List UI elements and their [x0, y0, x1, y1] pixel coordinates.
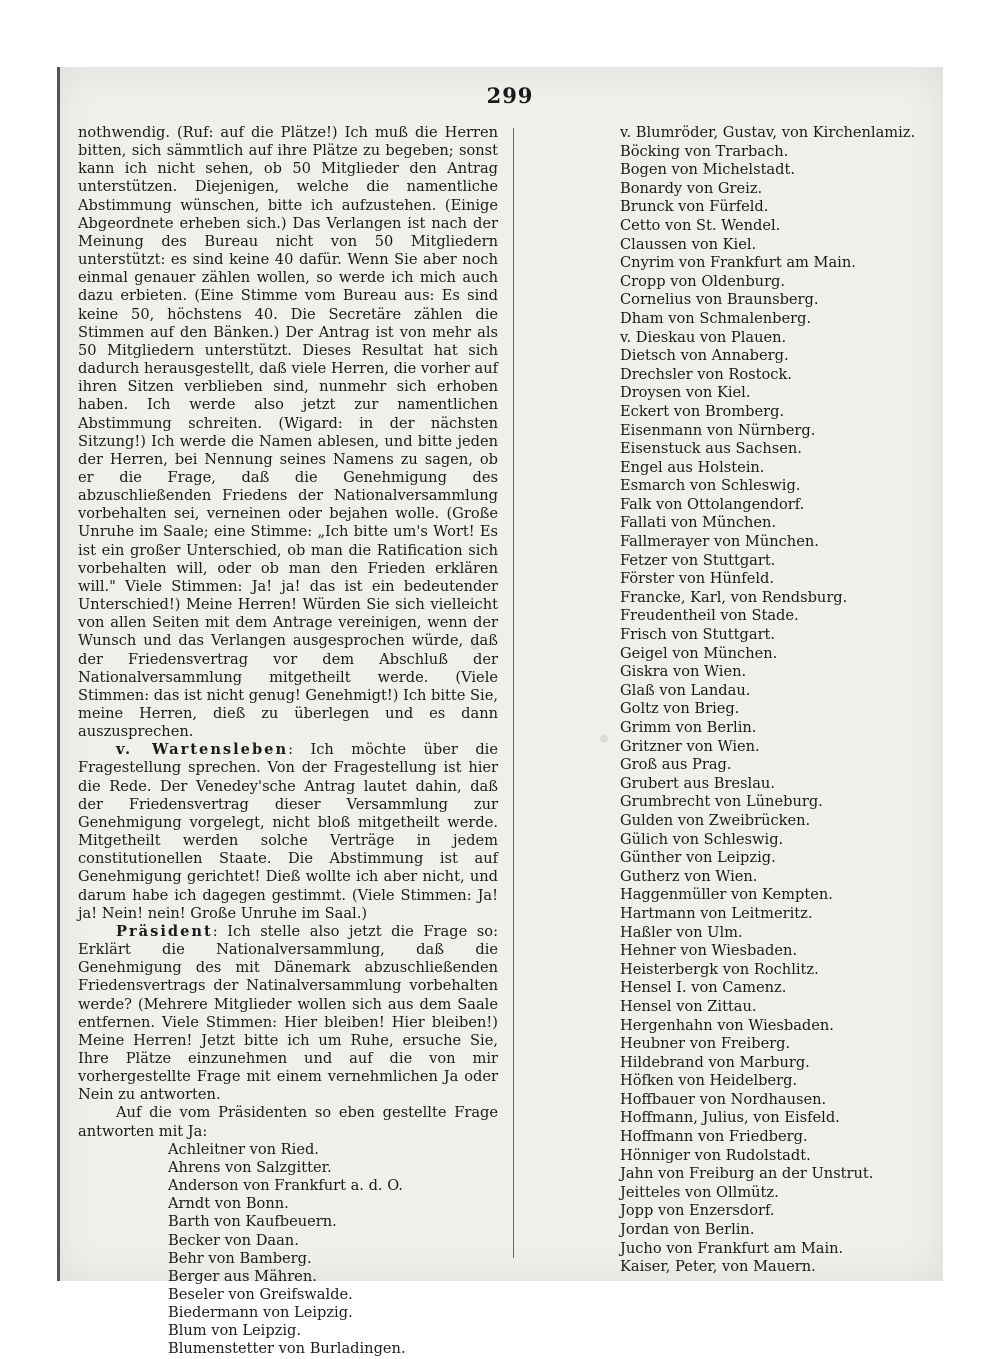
list-item: Eckert von Bromberg.	[620, 402, 785, 420]
list-item: Förster von Hünfeld.	[620, 570, 774, 588]
list-item: Behr von Bamberg.	[168, 1249, 312, 1267]
list-item: v. Dieskau von Plauen.	[620, 328, 787, 346]
list-item: Freudentheil von Stade.	[620, 607, 799, 625]
list-item: Francke, Karl, von Rendsburg.	[620, 588, 848, 606]
paragraph-president-remarks: nothwendig. (Ruf: auf die Plätze!) Ich muß die Herren bitten, sich sämmtlich auf ihre Plätze zu begeben; sonst kann ich nicht sehen, ob 50 Mitglieder den Antrag unterstützen. Diejenigen, welche die namentliche Abstimmung wünschen, bitte ich aufzustehen. (Einige Abgeordnete erheben sich.) Das Verlangen ist nach der Meinung des Bureau nicht von 50 Mitgliedern unterstützt: es sind keine 40 dafür. Wenn Sie aber noch einmal genauer zählen wollen, so werde ich mich auch dazu erbieten. (Eine Stimme vom Bureau aus: Es sind keine 50, höchstens 40. Die Secretäre zählen die Stimmen auf den Bänken.) Der Antrag ist von mehr als 50 Mitgliedern unterstützt. Dieses Resultat hat sich dadurch herausgestellt, daß viele Herren, die vorher auf ihren Sitzen verblieben sind, nunmehr sich erhoben haben. Ich werde also jetzt zur namentlichen Abstimmung schreiten. (Wigard: in der nächsten Sitzung!) Ich werde die Namen ablesen, und bitte jeden der Herren, bei Nennung seines Namens zu sagen, ob er die Frage, daß die Genehmigung des abzuschließenden Friedens der Nationalversammlung vorbehalten sei, verneinen oder bejahen wolle. (Große Unruhe im Saale; eine Stimme: „Ich bitte um's Wort! Es ist ein großer Unterschied, ob man die Ratification sich vorbehalten will, oder ob man den Frieden erklären will." Viele Stimmen: Ja! ja! das ist ein bedeutender Unterschied!) Meine Herren! Würden Sie sich vielleicht von allen Seiten mit dem Antrage vereinigen, wenn der Wunsch und das Verlangen ausgesprochen würde, daß der Friedensvertrag vor dem Abschluß der Nationalversammlung mitgetheilt werde. (Viele Stimmen: das ist nicht genug! Genehmigt!) Ich bitte Sie, meine Herren, dieß zu überlegen und es dann auszusprechen.	[78, 124, 499, 741]
list-item: Cetto von St. Wendel.	[620, 216, 781, 234]
list-item: Biedermann von Leipzig.	[168, 1304, 353, 1322]
list-item: Berger aus Mähren.	[168, 1267, 317, 1285]
list-item: Haßler von Ulm.	[620, 923, 743, 941]
list-item: Grubert aus Breslau.	[620, 774, 775, 792]
left-column	[78, 124, 498, 1359]
list-item: Cropp von Oldenburg.	[620, 272, 786, 290]
paragraph-praesident	[78, 923, 498, 1105]
list-item: Frisch von Stuttgart.	[620, 626, 776, 644]
list-item: Dham von Schmalenberg.	[620, 309, 812, 327]
list-item: Heisterbergk von Rochlitz.	[620, 960, 819, 978]
list-item: Hensel I. von Camenz.	[620, 979, 787, 997]
list-item: Becker von Daan.	[168, 1231, 299, 1249]
list-item: Hensel von Zittau.	[620, 997, 757, 1015]
list-item: Arndt von Bonn.	[168, 1195, 289, 1213]
list-item: Droysen von Kiel.	[620, 384, 751, 402]
list-item: Gülich von Schleswig.	[620, 830, 784, 848]
vote-list-right	[620, 124, 950, 1277]
list-item: Haggenmüller von Kempten.	[620, 886, 833, 904]
list-item: Grimm von Berlin.	[620, 719, 757, 736]
list-item: Fallati von München.	[620, 514, 777, 532]
list-item: Geigel von München.	[620, 644, 778, 662]
speech-text: : Ich stelle also jetzt die Frage so: Erklärt die Nationalversammlung, daß die Genehmigung des mit Dänemark abzuschließenden Friedensvertrags der Natinalversammlung vorbehalten werde? (Mehrere Mitglieder wollen sich aus dem Saale entfernen. Viele Stimmen: Hier bleiben! Hier bleiben!) Meine Herren! Jetzt bitte ich um Ruhe, ersuche Sie, Ihre Plätze einzunehmen und auf die von mir vorhergestellte Frage mit einem vernehmlichen Ja oder Nein zu antworten.	[78, 922, 498, 1104]
list-item: Böcking von Trarbach.	[620, 142, 789, 160]
list-item: Jopp von Enzersdorf.	[620, 1202, 775, 1220]
right-column	[620, 124, 950, 1277]
list-item: Gritzner von Wien.	[620, 737, 760, 755]
list-item: Jeitteles von Ollmütz.	[620, 1183, 779, 1201]
speaker-name: v. Wartensleben	[116, 741, 289, 759]
list-item: Hergenhahn von Wiesbaden.	[620, 1016, 834, 1034]
list-item: Heubner von Freiberg.	[620, 1035, 791, 1053]
list-item: Eisenmann von Nürnberg.	[620, 421, 816, 439]
list-item: Cnyrim von Frankfurt am Main.	[620, 254, 856, 272]
list-item: Höfken von Heidelberg.	[620, 1072, 798, 1090]
list-item: Goltz von Brieg.	[620, 700, 740, 718]
list-item: Hoffmann, Julius, von Eisfeld.	[620, 1109, 840, 1127]
list-item: Eisenstuck aus Sachsen.	[620, 440, 802, 458]
list-item: Cornelius von Braunsberg.	[620, 291, 819, 309]
paragraph-vote-intro: Auf die vom Präsidenten so eben gestellte Frage antworten mit Ja:	[78, 1104, 498, 1140]
scan-smudge	[600, 735, 608, 743]
list-item: Gutherz von Wien.	[620, 867, 758, 885]
list-item: Ahrens von Salzgitter.	[168, 1158, 332, 1176]
speech-text: : Ich möchte über die Fragestellung sprechen. Von der Fragestellung ist hier die Rede. Der Venedey'sche Antrag lautet dahin, daß der Friedensvertrag dieser Versammlung zur Genehmigung vorgelegt, nicht bloß mitgetheilt werde. Mitgetheilt werden solche Verträge in jedem constitutionellen Staate. Die Abstimmung ist auf Genehmigung gerichtet! Dieß wollte ich aber nicht, und darum habe ich dagegen gestimmt. (Viele Stimmen: Ja! ja! Nein! nein! Große Unruhe im Saal.)	[78, 741, 498, 922]
list-item: Hehner von Wiesbaden.	[620, 942, 798, 960]
list-item: Falk von Ottolangendorf.	[620, 495, 805, 513]
list-item: Barth von Kaufbeuern.	[168, 1213, 337, 1231]
list-item: Hildebrand von Marburg.	[620, 1053, 810, 1071]
list-item: Kaiser, Peter, von Mauern.	[620, 1258, 816, 1276]
list-item: Jahn von Freiburg an der Unstrut.	[620, 1165, 874, 1183]
speaker-name: Präsident	[116, 922, 213, 940]
list-item: v. Blumröder, Gustav, von Kirchenlamiz.	[620, 124, 916, 141]
list-item: Blum von Leipzig.	[168, 1322, 302, 1340]
list-item: Esmarch von Schleswig.	[620, 477, 801, 495]
list-item: Giskra von Wien.	[620, 663, 747, 681]
list-item: Hönniger von Rudolstadt.	[620, 1146, 811, 1164]
list-item: Groß aus Prag.	[620, 756, 732, 774]
page-edge-shadow	[57, 67, 60, 1281]
list-item: Anderson von Frankfurt a. d. O.	[168, 1177, 403, 1195]
list-item: Drechsler von Rostock.	[620, 365, 792, 383]
column-divider	[513, 128, 514, 1258]
paragraph-wartensleben	[78, 741, 498, 923]
list-item: Bonardy von Greiz.	[620, 179, 763, 197]
list-item: Hoffbauer von Nordhausen.	[620, 1090, 827, 1108]
list-item: Grumbrecht von Lüneburg.	[620, 793, 823, 811]
list-item: Brunck von Fürfeld.	[620, 198, 769, 216]
list-item: Claussen von Kiel.	[620, 235, 757, 253]
page-number: 299	[486, 83, 534, 108]
list-item: Fallmerayer von München.	[620, 533, 819, 551]
list-item: Achleitner von Ried.	[168, 1140, 319, 1158]
list-item: Jordan von Berlin.	[620, 1221, 755, 1239]
list-item: Blumenstetter von Burladingen.	[168, 1340, 406, 1358]
list-item: Beseler von Greifswalde.	[168, 1286, 353, 1303]
list-item: Bogen von Michelstadt.	[620, 161, 795, 179]
list-item: Günther von Leipzig.	[620, 849, 776, 867]
list-item: Hartmann von Leitmeritz.	[620, 904, 813, 922]
list-item: Engel aus Holstein.	[620, 458, 765, 476]
list-item: Jucho von Frankfurt am Main.	[620, 1239, 844, 1257]
list-item: Glaß von Landau.	[620, 681, 751, 699]
list-item: Fetzer von Stuttgart.	[620, 551, 776, 569]
list-item: Hoffmann von Friedberg.	[620, 1128, 808, 1146]
vote-list-left	[78, 1141, 498, 1359]
list-item: Gulden von Zweibrücken.	[620, 811, 811, 829]
list-item: Dietsch von Annaberg.	[620, 347, 789, 365]
